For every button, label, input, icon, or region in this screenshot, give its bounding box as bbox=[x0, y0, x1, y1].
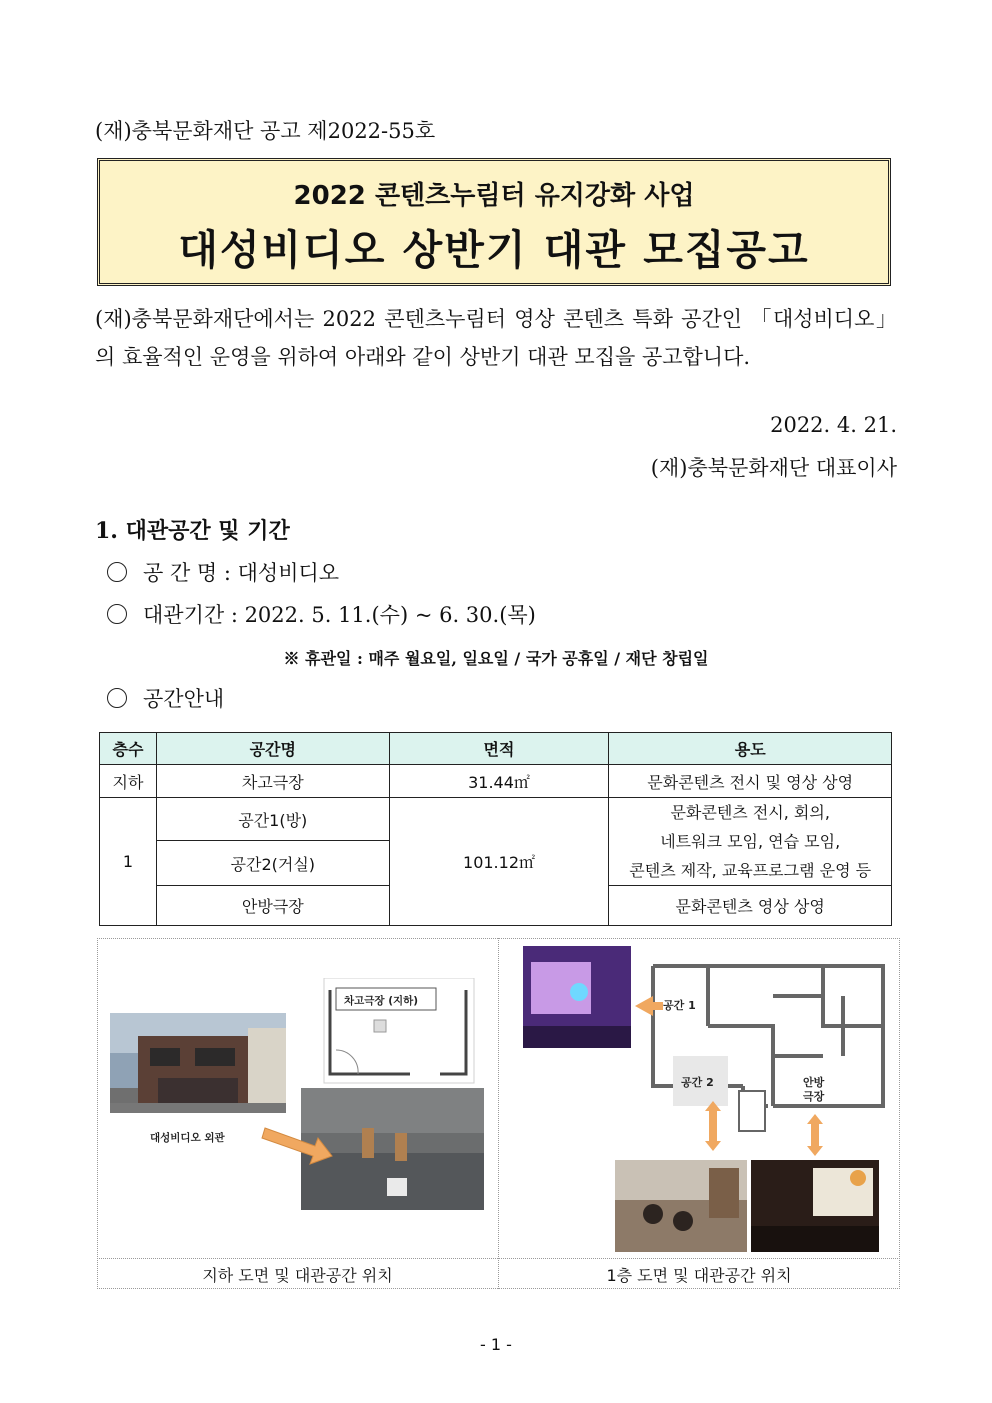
theater-label-2: 극장 bbox=[803, 1090, 825, 1103]
header-use: 용도 bbox=[609, 733, 892, 765]
bullet-period bbox=[107, 599, 536, 629]
circle-bullet-icon bbox=[107, 688, 127, 708]
arrow-icon bbox=[807, 1114, 823, 1156]
space2-label: 공간 2 bbox=[681, 1076, 714, 1089]
page-number: - 1 - bbox=[480, 1335, 512, 1354]
exterior-label: 대성비디오 외관 bbox=[150, 1132, 225, 1144]
meeting-photo bbox=[615, 1160, 747, 1252]
floor-cell: 지하 bbox=[100, 765, 157, 798]
space-name-cell: 공간2(거실) bbox=[156, 841, 389, 886]
use-line: 콘텐츠 제작, 교육프로그램 운영 등 bbox=[629, 861, 872, 880]
use-cell bbox=[609, 798, 892, 886]
exhibition-photo bbox=[523, 946, 631, 1048]
header-floor: 층수 bbox=[100, 733, 157, 765]
use-line: 네트워크 모임, 연습 모임, bbox=[660, 832, 841, 851]
first-floor-figure bbox=[523, 946, 893, 1256]
notice-number: (재)충북문화재단 공고 제2022-55호 bbox=[95, 119, 436, 143]
space-name-cell: 안방극장 bbox=[156, 886, 389, 926]
circle-bullet-icon bbox=[107, 562, 127, 582]
bullet-space-name bbox=[107, 557, 339, 587]
use-line: 문화콘텐츠 전시, 회의, bbox=[670, 803, 830, 822]
period-text: 대관기간 : 2022. 5. 11.(수) ~ 6. 30.(목) bbox=[143, 603, 536, 627]
use-cell: 문화콘텐츠 전시 및 영상 상영 bbox=[609, 765, 892, 798]
table-header-row bbox=[100, 733, 892, 765]
table-row bbox=[100, 765, 892, 798]
area-cell: 31.44㎡ bbox=[389, 765, 609, 798]
floor-cell: 1 bbox=[100, 798, 157, 926]
title-box bbox=[97, 158, 891, 286]
header-area: 면적 bbox=[389, 733, 609, 765]
basement-plan-label: 차고극장 (지하) bbox=[344, 995, 419, 1007]
area-cell: 101.12㎡ bbox=[389, 798, 609, 926]
stairs bbox=[739, 1091, 765, 1131]
guide-text: 공간안내 bbox=[143, 687, 225, 711]
use-cell: 문화콘텐츠 영상 상영 bbox=[609, 886, 892, 926]
circle-bullet-icon bbox=[107, 604, 127, 624]
section-title: 1. 대관공간 및 기간 bbox=[95, 518, 290, 544]
basement-figure bbox=[110, 978, 490, 1218]
holiday-note: ※ 휴관일 : 매주 월요일, 일요일 / 국가 공휴일 / 재단 창립일 bbox=[283, 649, 709, 668]
arrow-icon bbox=[635, 996, 663, 1016]
space-name-cell: 차고극장 bbox=[156, 765, 389, 798]
caption-divider bbox=[97, 1258, 900, 1259]
header-name: 공간명 bbox=[156, 733, 389, 765]
title-main: 대성비디오 상반기 대관 모집공고 bbox=[178, 226, 810, 274]
space1-label: 공간 1 bbox=[663, 999, 696, 1012]
theater-label-1: 안방 bbox=[803, 1076, 825, 1089]
title-subtitle: 2022 콘텐츠누림터 유지강화 사업 bbox=[293, 181, 695, 211]
announcement-date: 2022. 4. 21. bbox=[770, 413, 897, 437]
arrow-icon bbox=[705, 1101, 721, 1151]
caption-first-floor: 1층 도면 및 대관공간 위치 bbox=[606, 1266, 792, 1285]
intro-paragraph: (재)충북문화재단에서는 2022 콘텐츠누림터 영상 콘텐츠 특화 공간인 「대성비디오」의 효율적인 운영을 위하여 아래와 같이 상반기 대관 모집을 공고합니다. bbox=[95, 307, 897, 369]
theater-photo bbox=[751, 1160, 879, 1252]
signer: (재)충북문화재단 대표이사 bbox=[650, 456, 897, 480]
basement-interior-photo bbox=[301, 1088, 484, 1210]
basement-floor-plan bbox=[324, 978, 474, 1083]
caption-basement: 지하 도면 및 대관공간 위치 bbox=[202, 1266, 393, 1285]
space-name-text: 공 간 명 : 대성비디오 bbox=[143, 561, 340, 585]
bullet-guide bbox=[107, 683, 224, 713]
table-row bbox=[100, 798, 892, 841]
space-table bbox=[99, 732, 892, 926]
exterior-photo bbox=[110, 1013, 286, 1113]
space-name-cell: 공간1(방) bbox=[156, 798, 389, 841]
figure-divider bbox=[498, 938, 499, 1289]
